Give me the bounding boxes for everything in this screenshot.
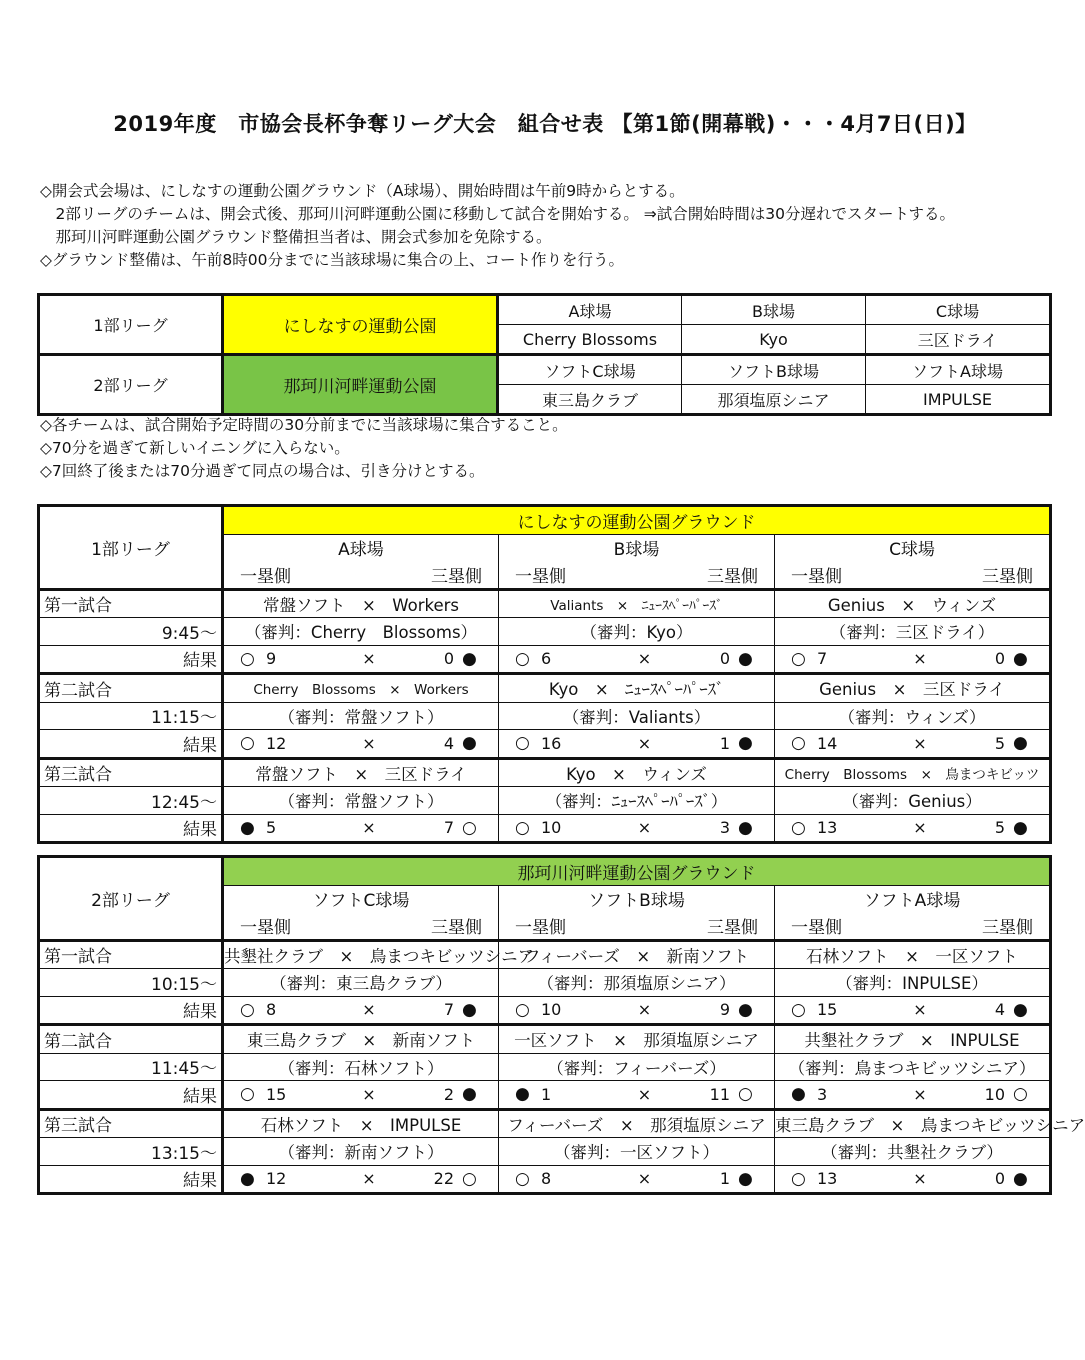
first-base-side-label: 一塁側 <box>791 566 842 587</box>
match-teams: Cherry Blossoms × Workers <box>223 674 499 703</box>
game-time: 12:45～ <box>39 787 223 815</box>
third-base-score: 3 <box>719 818 730 838</box>
match-teams: Valiants × ﾆｭｰｽﾍﾟｰﾊﾟｰｽﾞ <box>499 589 775 618</box>
umpire-note: （審判：新南ソフト） <box>223 1138 499 1166</box>
side-labels <box>775 561 1051 589</box>
result-row <box>775 1084 1049 1104</box>
first-base-mark: ○ <box>240 733 255 754</box>
umpire-note: （審判：ﾆｭｰｽﾍﾟｰﾊﾟｰｽﾞ） <box>499 787 775 815</box>
match-teams: Kyo × ウィンズ <box>499 758 775 787</box>
side-labels <box>223 561 499 589</box>
first-base-score: 9 <box>266 649 277 669</box>
third-base-score: 5 <box>994 818 1006 838</box>
first-base-mark: ○ <box>515 999 530 1020</box>
match-result <box>499 645 775 674</box>
result-row <box>775 818 1049 838</box>
first-base-score: 10 <box>541 818 562 838</box>
umpire-note: （審判：Cherry Blossoms） <box>223 618 499 646</box>
game-time: 10:15～ <box>39 969 223 997</box>
game-time: 13:15～ <box>39 1138 223 1166</box>
note-line: ◇開会式会場は、にしなすの運動公園グラウンド（A球場）、開始時間は午前9時からとする。 <box>40 182 685 200</box>
result-row <box>775 733 1049 753</box>
first-base-score: 8 <box>266 1000 277 1020</box>
umpire-note: （審判：三区ドライ） <box>775 618 1051 646</box>
third-base-mark: ○ <box>738 1084 753 1105</box>
third-base-side-label: 三塁側 <box>431 917 482 938</box>
result-row <box>224 818 498 838</box>
versus-mark: × <box>637 818 652 838</box>
field-crew: 那須塩原シニア <box>682 385 866 415</box>
game-time: 9:45～ <box>39 618 223 646</box>
first-base-score: 5 <box>266 818 277 838</box>
league-label: 2部リーグ <box>39 857 223 941</box>
league-label: 1部リーグ <box>39 506 223 590</box>
match-teams: 石林ソフト × 一区ソフト <box>775 940 1051 969</box>
third-base-score: 1 <box>719 1169 730 1189</box>
first-base-mark: ● <box>515 1084 530 1105</box>
umpire-note: （審判：常盤ソフト） <box>223 702 499 730</box>
umpire-note: （審判：那須塩原シニア） <box>499 969 775 997</box>
game-name: 第二試合 <box>39 1025 223 1054</box>
third-base-score: 0 <box>719 649 730 669</box>
game-name: 第三試合 <box>39 1109 223 1138</box>
third-base-mark: ● <box>738 817 753 838</box>
side-labels-row <box>499 913 774 938</box>
side-labels <box>775 912 1051 940</box>
umpire-note: （審判：Kyo） <box>499 618 775 646</box>
first-base-score: 13 <box>817 1169 838 1189</box>
match-result <box>775 645 1051 674</box>
side-labels-row <box>775 913 1049 938</box>
result-row <box>775 1000 1049 1020</box>
versus-mark: × <box>362 649 376 669</box>
game-time: 11:15～ <box>39 702 223 730</box>
match-result <box>499 1165 775 1194</box>
match-result <box>775 730 1051 759</box>
umpire-note: （審判：東三島クラブ） <box>223 969 499 997</box>
versus-mark: × <box>637 649 652 669</box>
note-line: ◇グラウンド整備は、午前8時00分までに当該球場に集合の上、コート作りを行う。 <box>40 251 625 269</box>
versus-mark: × <box>913 733 927 753</box>
match-result <box>223 1081 499 1110</box>
third-base-score: 7 <box>443 1000 454 1020</box>
third-base-score: 11 <box>709 1084 730 1104</box>
third-base-mark: ● <box>738 999 753 1020</box>
side-labels-row <box>224 913 498 938</box>
umpire-note: （審判：鳥まつキビッツシニア） <box>775 1053 1051 1081</box>
third-base-side-label: 三塁側 <box>982 566 1034 587</box>
league2-schedule-table <box>37 855 1085 1195</box>
note-line: ◇各チームは、試合開始予定時間の30分前までに当該球場に集合すること。 <box>40 416 568 434</box>
versus-mark: × <box>913 1084 927 1104</box>
result-row <box>775 1169 1049 1189</box>
first-base-mark: ○ <box>791 648 806 669</box>
field-crew: 東三島クラブ <box>498 385 682 415</box>
first-base-mark: ○ <box>515 648 530 669</box>
versus-mark: × <box>362 733 376 753</box>
versus-mark: × <box>913 1169 927 1189</box>
result-row <box>224 1000 498 1020</box>
field-name: ソフトA球場 <box>866 355 1051 385</box>
match-result <box>775 1081 1051 1110</box>
result-label: 結果 <box>39 1165 223 1194</box>
third-base-score: 1 <box>719 733 730 753</box>
third-base-mark: ● <box>462 999 477 1020</box>
field-name: C球場 <box>866 295 1051 325</box>
result-row <box>499 733 774 753</box>
game-time: 11:45～ <box>39 1053 223 1081</box>
field-header: ソフトC球場 <box>223 885 499 912</box>
first-base-side-label: 一塁側 <box>791 917 842 938</box>
match-result <box>223 645 499 674</box>
result-row <box>224 1084 498 1104</box>
result-label: 結果 <box>39 730 223 759</box>
third-base-side-label: 三塁側 <box>707 917 758 938</box>
first-base-score: 10 <box>541 1000 562 1020</box>
venue-table <box>37 293 1052 416</box>
result-row <box>499 818 774 838</box>
first-base-score: 14 <box>817 733 838 753</box>
note-line: 那珂川河畔運動公園グラウンド整備担当者は、開会式参加を免除する。 <box>40 228 552 246</box>
first-base-mark: ○ <box>791 817 806 838</box>
umpire-note: （審判：Genius） <box>775 787 1051 815</box>
third-base-score: 4 <box>994 1000 1006 1020</box>
result-row <box>499 649 774 669</box>
league-label: 2部リーグ <box>39 355 223 415</box>
first-base-score: 16 <box>541 733 562 753</box>
third-base-mark: ● <box>462 1084 477 1105</box>
third-base-score: 5 <box>994 733 1006 753</box>
match-result <box>775 996 1051 1025</box>
field-crew: Kyo <box>682 325 866 355</box>
match-teams: 常盤ソフト × Workers <box>223 589 499 618</box>
note-line: ◇7回終了後または70分過ぎて同点の場合は、引き分けとする。 <box>40 462 485 480</box>
field-crew: Cherry Blossoms <box>498 325 682 355</box>
side-labels <box>499 912 775 940</box>
first-base-mark: ● <box>240 1168 255 1189</box>
game-name: 第一試合 <box>39 940 223 969</box>
match-teams: Genius × 三区ドライ <box>775 674 1051 703</box>
versus-mark: × <box>913 649 927 669</box>
match-result <box>223 1165 499 1194</box>
third-base-score: 4 <box>443 733 454 753</box>
opening-notes <box>40 180 1060 272</box>
result-row <box>224 649 498 669</box>
field-header: ソフトA球場 <box>775 885 1051 912</box>
third-base-score: 0 <box>994 649 1006 669</box>
match-teams: 常盤ソフト × 三区ドライ <box>223 758 499 787</box>
result-label: 結果 <box>39 814 223 843</box>
match-result <box>499 730 775 759</box>
note-line: ◇70分を過ぎて新しいイニングに入らない。 <box>40 439 350 457</box>
first-base-mark: ○ <box>515 733 530 754</box>
page-title: 2019年度 市協会長杯争奪リーグ大会 組合せ表 【第1節(開幕戦)・・・4月7日(日)】 <box>113 112 977 136</box>
first-base-mark: ○ <box>240 999 255 1020</box>
versus-mark: × <box>637 733 652 753</box>
first-base-score: 7 <box>817 649 828 669</box>
third-base-mark: ● <box>462 733 477 754</box>
league-label: 1部リーグ <box>39 295 223 355</box>
first-base-mark: ○ <box>791 999 806 1020</box>
note-line: 2部リーグのチームは、開会式後、那珂川河畔運動公園に移動して試合を開始する。 ⇒試合開始時間は30分遅れでスタートする。 <box>40 205 956 223</box>
result-label: 結果 <box>39 1081 223 1110</box>
first-base-side-label: 一塁側 <box>515 917 566 938</box>
game-name: 第一試合 <box>39 589 223 618</box>
game-name: 第二試合 <box>39 674 223 703</box>
third-base-score: 0 <box>443 649 454 669</box>
side-labels <box>499 561 775 589</box>
umpire-note: （審判：ウィンズ） <box>775 702 1051 730</box>
first-base-mark: ○ <box>240 648 255 669</box>
match-teams: 共墾社クラブ × INPULSE <box>775 1025 1051 1054</box>
result-row <box>224 1169 498 1189</box>
versus-mark: × <box>637 1084 652 1104</box>
match-result <box>499 996 775 1025</box>
umpire-note: （審判：石林ソフト） <box>223 1053 499 1081</box>
first-base-side-label: 一塁側 <box>240 917 291 938</box>
first-base-mark: ○ <box>515 817 530 838</box>
match-result <box>223 814 499 843</box>
result-label: 結果 <box>39 996 223 1025</box>
umpire-note: （審判：常盤ソフト） <box>223 787 499 815</box>
match-teams: Cherry Blossoms × 鳥まつキビッツ <box>775 758 1051 787</box>
match-result <box>775 814 1051 843</box>
versus-mark: × <box>362 818 376 838</box>
third-base-mark: ● <box>1013 1168 1028 1189</box>
umpire-note: （審判：INPULSE） <box>775 969 1051 997</box>
third-base-score: 7 <box>443 818 454 838</box>
versus-mark: × <box>637 1169 652 1189</box>
match-result <box>775 1165 1051 1194</box>
first-base-score: 13 <box>817 818 838 838</box>
match-result <box>499 1081 775 1110</box>
match-teams: 共墾社クラブ × 鳥まつキビッツシニア <box>223 940 499 969</box>
third-base-mark: ● <box>738 1168 753 1189</box>
first-base-score: 8 <box>541 1169 552 1189</box>
result-row <box>499 1169 774 1189</box>
match-result <box>223 996 499 1025</box>
side-labels-row <box>224 562 498 587</box>
result-row <box>775 649 1049 669</box>
first-base-score: 15 <box>817 1000 838 1020</box>
umpire-note: （審判：フィーバーズ） <box>499 1053 775 1081</box>
first-base-mark: ○ <box>791 733 806 754</box>
match-teams: Kyo × ﾆｭｰｽﾍﾟｰﾊﾟｰｽﾞ <box>499 674 775 703</box>
field-name: A球場 <box>498 295 682 325</box>
first-base-mark: ● <box>791 1084 806 1105</box>
field-name: ソフトB球場 <box>682 355 866 385</box>
game-name: 第三試合 <box>39 758 223 787</box>
league1-schedule-table <box>37 504 1052 844</box>
third-base-score: 9 <box>719 1000 730 1020</box>
first-base-score: 6 <box>541 649 552 669</box>
field-header: A球場 <box>223 534 499 561</box>
umpire-note: （審判：Valiants） <box>499 702 775 730</box>
first-base-side-label: 一塁側 <box>515 566 566 587</box>
third-base-side-label: 三塁側 <box>982 917 1034 938</box>
versus-mark: × <box>362 1169 376 1189</box>
field-crew: IMPULSE <box>866 385 1051 415</box>
result-row <box>499 1084 774 1104</box>
first-base-mark: ○ <box>240 1084 255 1105</box>
third-base-mark: ● <box>1013 999 1028 1020</box>
third-base-score: 22 <box>433 1169 454 1189</box>
match-teams: 一区ソフト × 那須塩原シニア <box>499 1025 775 1054</box>
first-base-score: 3 <box>817 1084 828 1104</box>
field-header: C球場 <box>775 534 1051 561</box>
match-result <box>499 814 775 843</box>
match-teams: フィーバーズ × 那須塩原シニア <box>499 1109 775 1138</box>
third-base-mark: ● <box>1013 648 1028 669</box>
field-name: ソフトC球場 <box>498 355 682 385</box>
side-labels-row <box>775 562 1049 587</box>
match-teams: 石林ソフト × IMPULSE <box>223 1109 499 1138</box>
result-row <box>499 1000 774 1020</box>
third-base-mark: ● <box>1013 817 1028 838</box>
versus-mark: × <box>362 1084 376 1104</box>
match-teams: 東三島クラブ × 新南ソフト <box>223 1025 499 1054</box>
third-base-mark: ● <box>1013 733 1028 754</box>
match-teams: 東三島クラブ × 鳥まつキビッツシニア <box>775 1109 1051 1138</box>
first-base-mark: ● <box>240 817 255 838</box>
field-header: B球場 <box>499 534 775 561</box>
first-base-side-label: 一塁側 <box>240 566 291 587</box>
versus-mark: × <box>913 1000 927 1020</box>
third-base-mark: ● <box>738 648 753 669</box>
versus-mark: × <box>913 818 927 838</box>
field-name: B球場 <box>682 295 866 325</box>
first-base-score: 12 <box>266 1169 287 1189</box>
first-base-score: 15 <box>266 1084 287 1104</box>
versus-mark: × <box>637 1000 652 1020</box>
match-result <box>223 730 499 759</box>
third-base-mark: ● <box>462 648 477 669</box>
third-base-mark: ○ <box>462 817 477 838</box>
third-base-mark: ○ <box>462 1168 477 1189</box>
venue-name: にしなすの運動公園 <box>223 295 498 355</box>
third-base-score: 0 <box>994 1169 1006 1189</box>
side-labels-row <box>499 562 774 587</box>
field-header: ソフトB球場 <box>499 885 775 912</box>
result-label: 結果 <box>39 645 223 674</box>
first-base-mark: ○ <box>791 1168 806 1189</box>
third-base-score: 10 <box>984 1084 1006 1104</box>
umpire-note: （審判：一区ソフト） <box>499 1138 775 1166</box>
field-crew: 三区ドライ <box>866 325 1051 355</box>
first-base-mark: ○ <box>515 1168 530 1189</box>
third-base-side-label: 三塁側 <box>707 566 758 587</box>
rules-notes <box>40 414 1060 483</box>
side-labels <box>223 912 499 940</box>
result-row <box>224 733 498 753</box>
third-base-side-label: 三塁側 <box>431 566 482 587</box>
third-base-score: 2 <box>443 1084 454 1104</box>
ground-name: 那珂川河畔運動公園グラウンド <box>223 857 1051 886</box>
third-base-mark: ○ <box>1013 1084 1028 1105</box>
match-teams: Genius × ウィンズ <box>775 589 1051 618</box>
versus-mark: × <box>362 1000 376 1020</box>
first-base-score: 1 <box>541 1084 552 1104</box>
match-teams: フィーバーズ × 新南ソフト <box>499 940 775 969</box>
first-base-score: 12 <box>266 733 287 753</box>
venue-name: 那珂川河畔運動公園 <box>223 355 498 415</box>
umpire-note: （審判：共墾社クラブ） <box>775 1138 1051 1166</box>
ground-name: にしなすの運動公園グラウンド <box>223 506 1051 535</box>
third-base-mark: ● <box>738 733 753 754</box>
